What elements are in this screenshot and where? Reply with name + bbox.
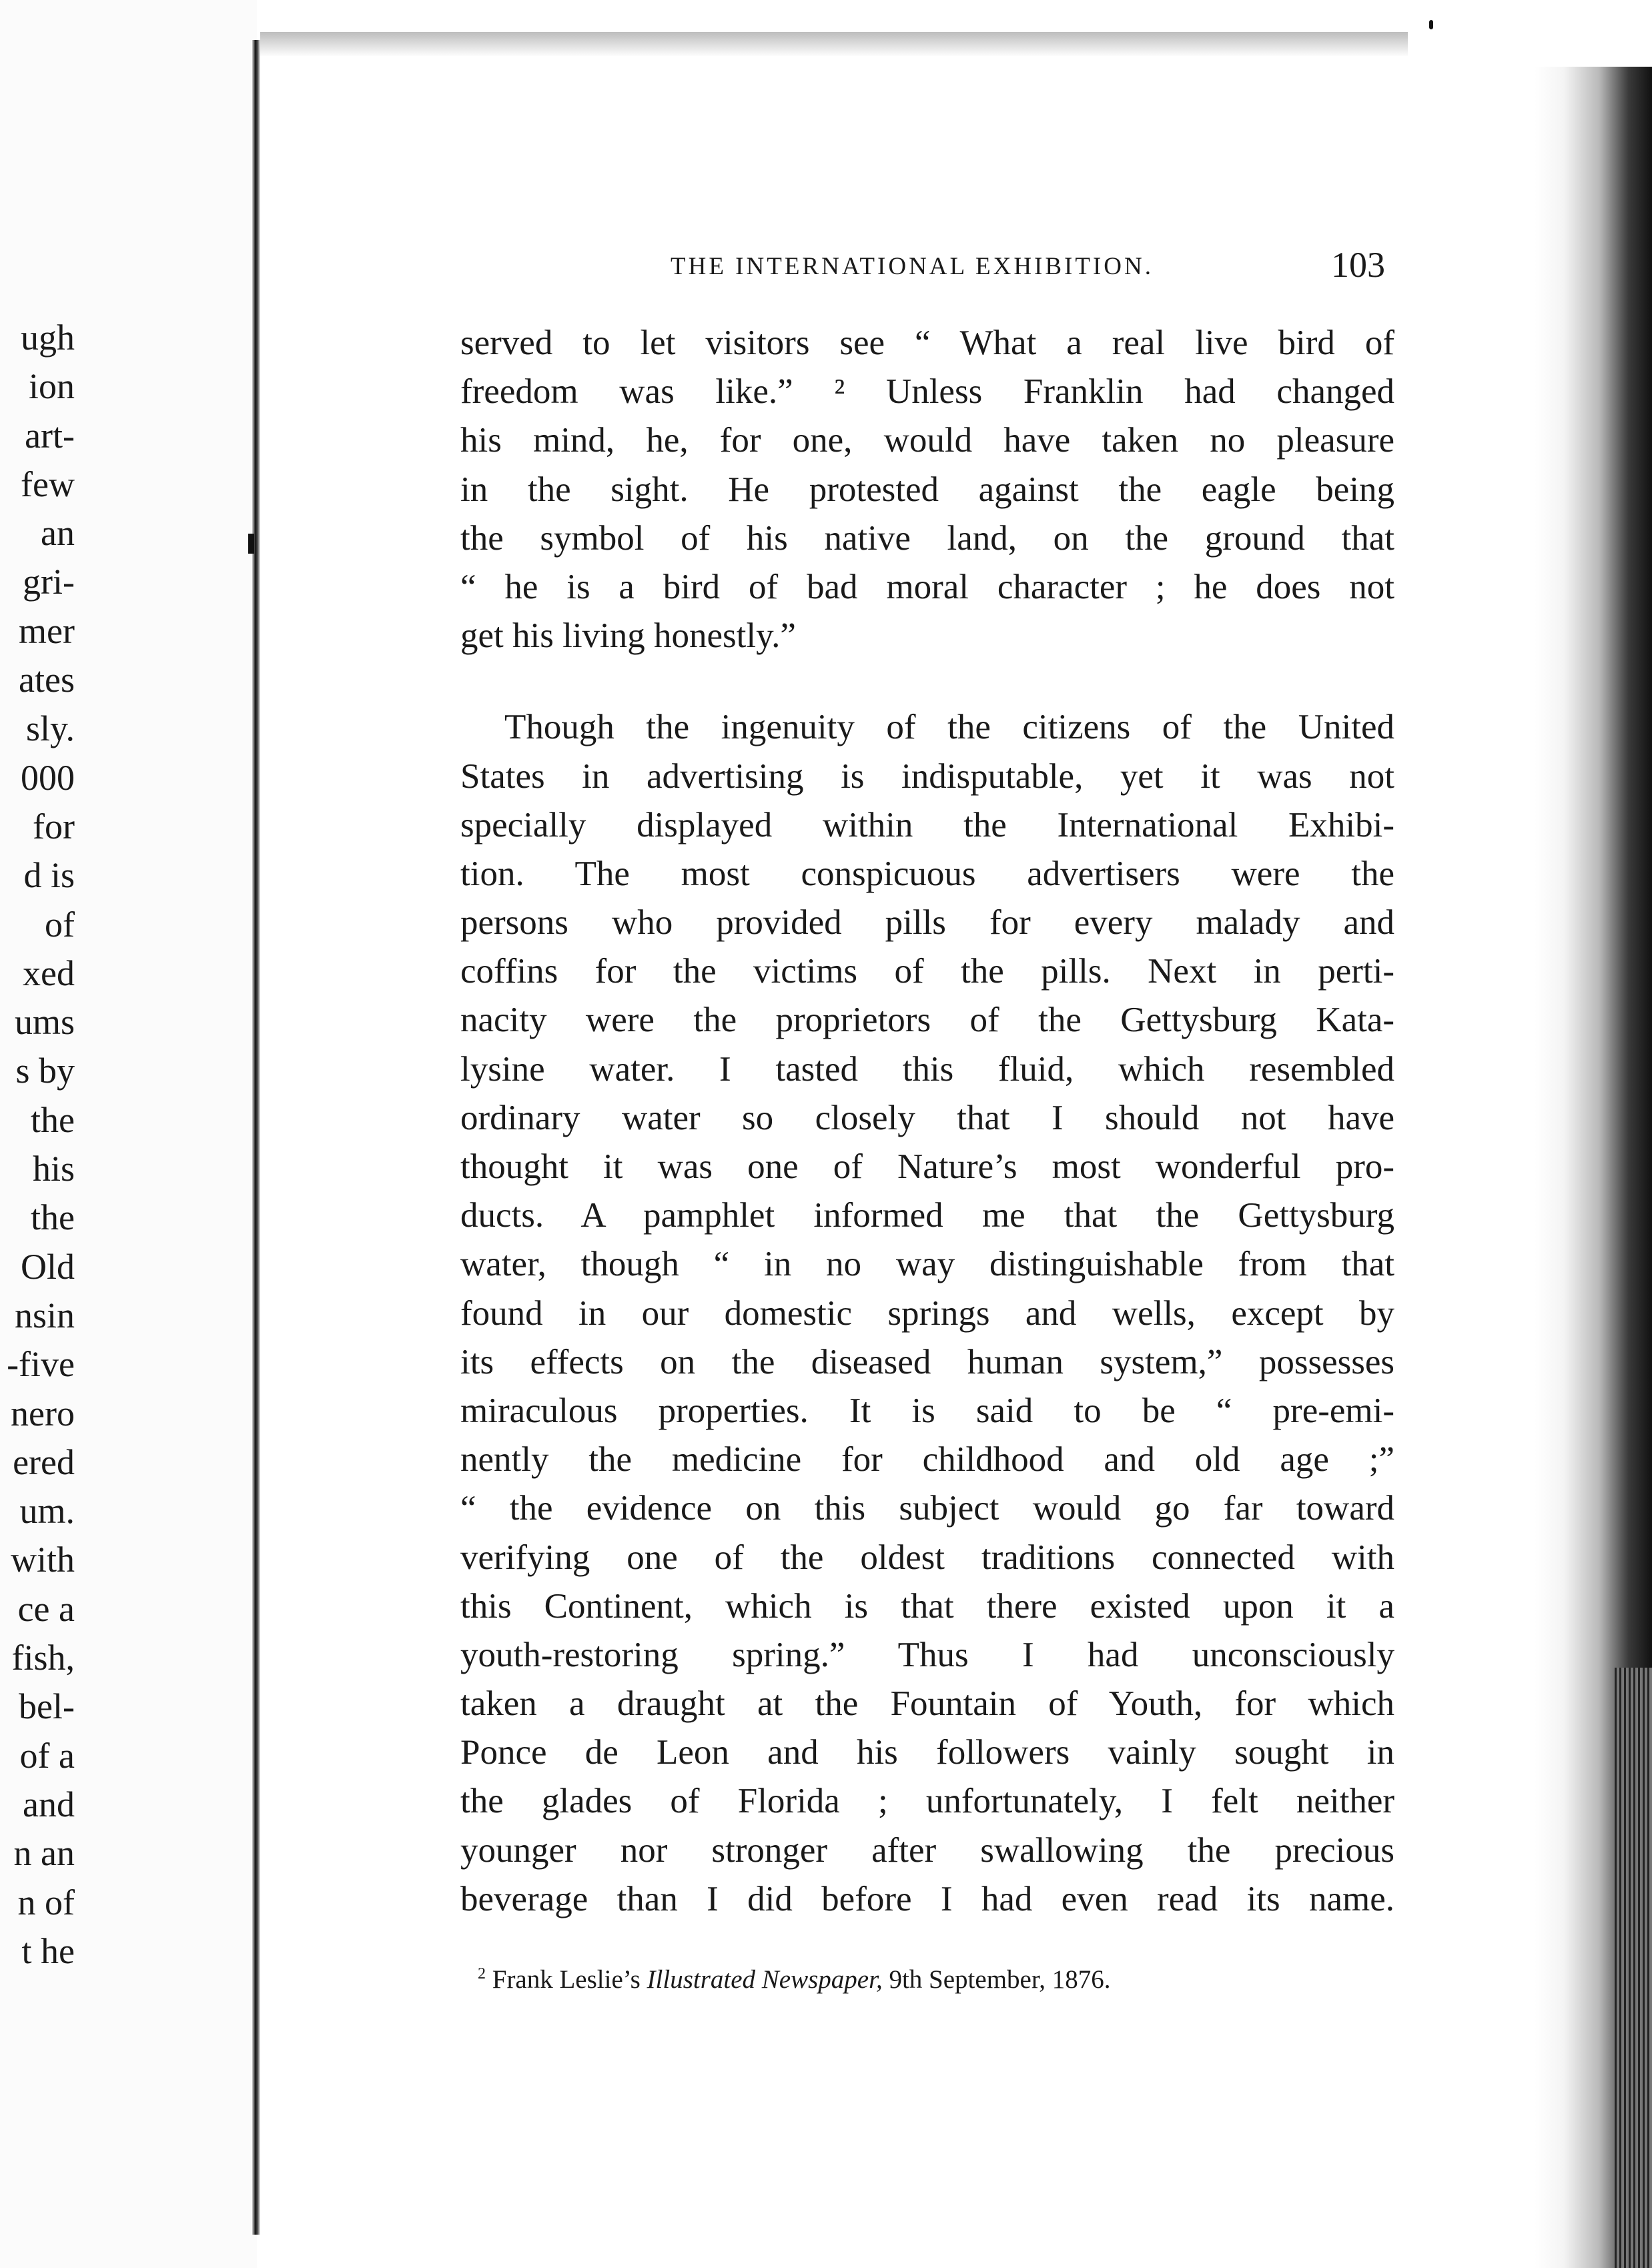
- left-fragment: ered: [13, 1442, 75, 1482]
- left-fragment: mer: [19, 610, 75, 651]
- body-text: [460, 319, 1394, 1924]
- stray-ink-mark: [1429, 20, 1433, 29]
- left-fragment: nero: [11, 1393, 75, 1434]
- text-line: thought it was one of Nature’s most wonderful pro-: [460, 1147, 1394, 1186]
- book-gutter: [252, 40, 260, 2235]
- left-fragment: s by: [15, 1051, 75, 1091]
- left-fragment: the: [31, 1197, 75, 1238]
- left-fragment: ums: [14, 1002, 75, 1043]
- left-fragment: and: [23, 1784, 75, 1824]
- paragraph: [460, 703, 1394, 1924]
- left-fragment: xed: [23, 953, 75, 993]
- left-fragment: ates: [19, 660, 75, 700]
- text-line: his mind, he, for one, would have taken no pleasure: [460, 421, 1394, 460]
- text-line: this Continent, which is that there existed upon it a: [460, 1586, 1394, 1626]
- left-fragment: -five: [7, 1344, 75, 1385]
- text-line: ducts. A pamphlet informed me that the Gettysburg: [460, 1196, 1394, 1235]
- text-line: States in advertising is indisputable, yet it was not: [460, 756, 1394, 796]
- page-stack-edges: [1615, 1668, 1652, 2268]
- footnote-text: Frank Leslie’s: [492, 1965, 647, 1994]
- left-page: [0, 0, 257, 2268]
- left-fragment: d is: [23, 855, 75, 896]
- text-line: Though the ingenuity of the citizens of the United: [504, 708, 1394, 747]
- text-line: in the sight. He protested against the eagle being: [460, 470, 1394, 509]
- footnote-marker: 2: [478, 1965, 486, 1982]
- text-line: its effects on the diseased human system,” possesses: [460, 1342, 1394, 1381]
- text-line: verifying one of the oldest traditions connected with: [460, 1538, 1394, 1577]
- gutter-mark: [248, 534, 254, 554]
- left-fragment: t he: [21, 1930, 75, 1971]
- running-head: THE INTERNATIONAL EXHIBITION.: [671, 253, 1154, 280]
- left-fragment: ion: [28, 366, 75, 407]
- left-fragment: ce a: [17, 1588, 75, 1629]
- paragraph-gap: [460, 660, 1394, 703]
- text-line: found in our domestic springs and wells, except by: [460, 1293, 1394, 1333]
- footnote-date: 9th September, 1876.: [882, 1965, 1111, 1994]
- left-fragment: with: [10, 1540, 75, 1580]
- left-fragment: Old: [21, 1246, 75, 1287]
- left-fragment: bel-: [19, 1686, 75, 1727]
- text-line: miraculous properties. It is said to be “ pre-emi-: [460, 1391, 1394, 1430]
- paragraph: [460, 319, 1394, 660]
- left-fragment: of a: [19, 1735, 75, 1776]
- footnote: [478, 1964, 1111, 1995]
- footnote-publication-title: Illustrated Newspaper,: [647, 1965, 883, 1994]
- text-line: ordinary water so closely that I should not have: [460, 1098, 1394, 1137]
- left-fragment: the: [31, 1099, 75, 1140]
- text-line: nently the medicine for childhood and old age ;”: [460, 1440, 1394, 1480]
- page-top-edge-shadow: [260, 32, 1408, 56]
- left-fragment: few: [21, 464, 75, 504]
- text-line: the symbol of his native land, on the ground that: [460, 518, 1394, 558]
- left-fragment: for: [33, 806, 75, 846]
- text-line: younger nor stronger after swallowing the precious: [460, 1830, 1394, 1870]
- left-fragment: fish,: [11, 1638, 75, 1678]
- text-line: served to let visitors see “ What a real live bird of: [460, 324, 1394, 362]
- text-line: Ponce de Leon and his followers vainly sought in: [460, 1733, 1394, 1772]
- left-fragment: nsin: [14, 1295, 75, 1335]
- left-fragment: um.: [19, 1491, 75, 1532]
- text-line: freedom was like.” ² Unless Franklin had changed: [460, 372, 1394, 412]
- text-line: taken a draught at the Fountain of Youth, for which: [460, 1684, 1394, 1724]
- left-fragment: 000: [21, 757, 75, 798]
- left-fragment: art-: [25, 415, 75, 456]
- left-fragment: gri-: [23, 562, 75, 602]
- text-line: persons who provided pills for every malady and: [460, 903, 1394, 943]
- text-line: tion. The most conspicuous advertisers were the: [460, 854, 1394, 893]
- page-number: 103: [1331, 245, 1385, 285]
- left-fragment: of: [45, 904, 75, 945]
- left-fragment: n an: [13, 1833, 75, 1874]
- left-page-text-fragments: [0, 314, 75, 1976]
- left-fragment: n of: [17, 1882, 75, 1922]
- text-line: nacity were the proprietors of the Gettysburg Kata-: [460, 1001, 1394, 1040]
- left-fragment: an: [41, 513, 75, 554]
- text-line: “ the evidence on this subject would go far toward: [460, 1489, 1394, 1528]
- text-line: water, though “ in no way distinguishable from that: [460, 1245, 1394, 1284]
- text-line: coffins for the victims of the pills. Next in perti-: [460, 952, 1394, 991]
- left-fragment: his: [32, 1149, 75, 1189]
- text-line: the glades of Florida ; unfortunately, I felt neither: [460, 1782, 1394, 1821]
- left-fragment: sly.: [25, 708, 75, 749]
- text-line: specially displayed within the International Exhibi-: [460, 805, 1394, 844]
- text-line: lysine water. I tasted this fluid, which resembled: [460, 1049, 1394, 1089]
- text-line: “ he is a bird of bad moral character ; he does not: [460, 567, 1394, 606]
- text-line: get his living honestly.”: [460, 616, 796, 656]
- text-line: youth-restoring spring.” Thus I had unconsciously: [460, 1635, 1394, 1674]
- text-line: beverage than I did before I had even read its name.: [460, 1879, 1394, 1918]
- left-fragment: ugh: [21, 318, 75, 358]
